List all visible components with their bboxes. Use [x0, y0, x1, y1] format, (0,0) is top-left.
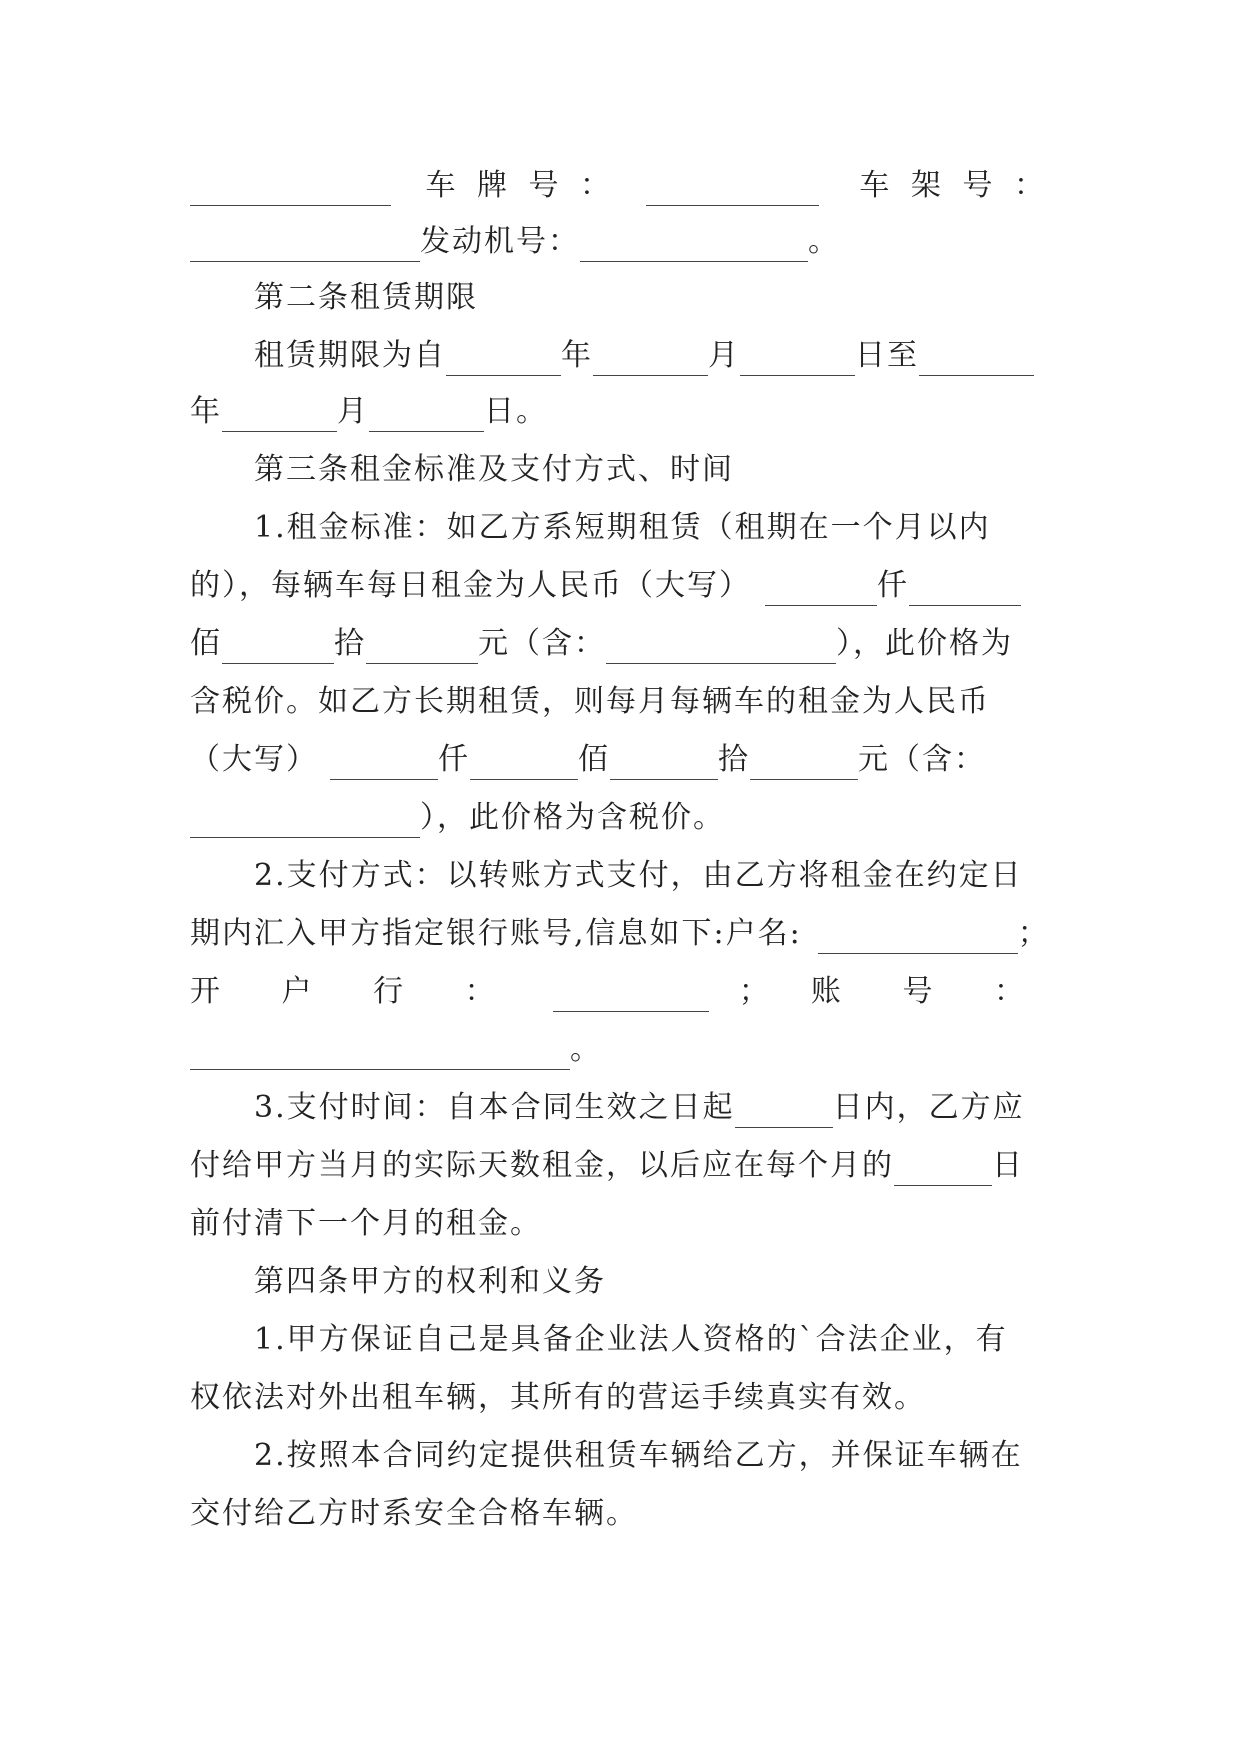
start-day-blank [740, 341, 855, 376]
monthly-payment-prefix: 付给甲方当月的实际天数租金，以后应在每个月的 [190, 1148, 894, 1183]
rent-standard-line-5 [190, 740, 1050, 780]
payment-method-line-1: 2.支付方式：以转账方式支付，由乙方将租金在约定日 [254, 858, 1023, 893]
year-label: 年 [561, 338, 593, 373]
payment-method-line-4 [190, 1030, 1050, 1070]
rent-standard-line-1: 1.租金标准：如乙方系短期租赁（租期在一个月以内 [254, 510, 991, 545]
rent-standard-line-6 [190, 798, 1050, 838]
start-month-blank [593, 341, 708, 376]
engine-number-label: 发动机号： [420, 224, 580, 259]
end-year-blank [919, 341, 1034, 376]
day-label: 日 [992, 1148, 1024, 1183]
bank-label: 开 户 行 ： [190, 974, 521, 1009]
yuan-han-label: 元（含： [478, 626, 606, 661]
daily-amount-blank [606, 629, 836, 664]
qian-label: 仟 [438, 742, 470, 777]
start-year-blank [446, 341, 561, 376]
bai-blank [909, 571, 1021, 606]
monthly-amount-blank [190, 803, 420, 838]
yuan-blank [366, 629, 478, 664]
rent-standard-line-2 [190, 566, 1050, 606]
article-4-p1-line-1: 1.甲方保证自己是具备企业法人资格的`合法企业，有 [254, 1322, 1008, 1357]
plate-number-label: 车 牌 号 ： [425, 168, 617, 203]
article-4-p2-line-1: 2.按照本合同约定提供租赁车辆给乙方，并保证车辆在 [254, 1438, 1023, 1473]
monthly-qian-blank [330, 745, 438, 780]
daily-rent-prefix: 的），每辆车每日租金为人民币（大写） [190, 568, 751, 603]
sentence-end: 。 [808, 224, 840, 259]
semicolon: ； [738, 974, 771, 1009]
plate-number-blank [646, 171, 819, 206]
month-label: 月 [708, 338, 740, 373]
month-label: 月 [337, 394, 369, 429]
semicolon: ； [1017, 916, 1050, 951]
lease-term-prefix: 租赁期限为自 [254, 338, 446, 373]
vehicle-info-line-2 [190, 222, 1050, 262]
day-to-label: 日至 [855, 338, 919, 373]
shi-label: 拾 [334, 626, 366, 661]
payment-time-line-2 [190, 1146, 1050, 1186]
article-4-p1-line-2: 权依法对外出租车辆，其所有的营运手续真实有效。 [190, 1380, 926, 1415]
account-name-blank [818, 919, 1018, 954]
frame-number-blank [190, 227, 420, 262]
frame-number-label: 车 架 号 ： [859, 168, 1050, 203]
article-2-title: 第二条租赁期限 [254, 280, 478, 315]
payment-method-line-3 [190, 972, 1050, 1012]
tax-note-label: ），此价格为 [836, 626, 1013, 661]
shi-label: 拾 [718, 742, 750, 777]
blank-field [190, 171, 391, 206]
monthly-rent-prefix: （大写） [190, 742, 318, 777]
year-label: 年 [190, 394, 222, 429]
payment-time-line-3: 前付清下一个月的租金。 [190, 1206, 542, 1241]
article-3-title: 第三条租金标准及支付方式、时间 [254, 452, 734, 487]
bai-label: 佰 [190, 626, 222, 661]
lease-term-line-1 [254, 336, 1050, 376]
monthly-day-blank [894, 1151, 992, 1186]
payment-time-suffix: 日内，乙方应 [832, 1090, 1025, 1125]
bank-info-prefix: 期内汇入甲方指定银行账号,信息如下:户名: [190, 916, 802, 951]
rent-standard-line-3 [190, 624, 1050, 664]
lease-term-line-2 [190, 392, 1050, 432]
vehicle-info-line-1 [190, 166, 1050, 206]
account-number-blank [190, 1035, 570, 1070]
qian-blank [765, 571, 877, 606]
monthly-bai-blank [470, 745, 578, 780]
yuan-han-label: 元（含： [858, 742, 986, 777]
tax-note-label: ），此价格为含税价。 [420, 800, 725, 835]
monthly-yuan-blank [750, 745, 858, 780]
article-4-title: 第四条甲方的权利和义务 [254, 1264, 606, 1299]
payment-method-line-2 [190, 914, 1050, 954]
days-blank [735, 1093, 833, 1128]
end-month-blank [222, 397, 337, 432]
end-day-blank [369, 397, 484, 432]
engine-number-blank [580, 227, 808, 262]
article-4-p2-line-2: 交付给乙方时系安全合格车辆。 [190, 1496, 638, 1531]
bank-blank [553, 977, 709, 1012]
shi-blank [222, 629, 334, 664]
day-end-label: 日。 [484, 394, 548, 429]
period: 。 [570, 1032, 602, 1067]
account-label: 账 号 ： [810, 974, 1050, 1009]
monthly-shi-blank [610, 745, 718, 780]
payment-time-prefix: 3.支付时间：自本合同生效之日起 [254, 1090, 735, 1125]
qian-label: 仟 [877, 568, 909, 603]
bai-label: 佰 [578, 742, 610, 777]
payment-time-line-1 [254, 1088, 1050, 1128]
rent-standard-line-4: 含税价。如乙方长期租赁，则每月每辆车的租金为人民币 [190, 684, 990, 719]
